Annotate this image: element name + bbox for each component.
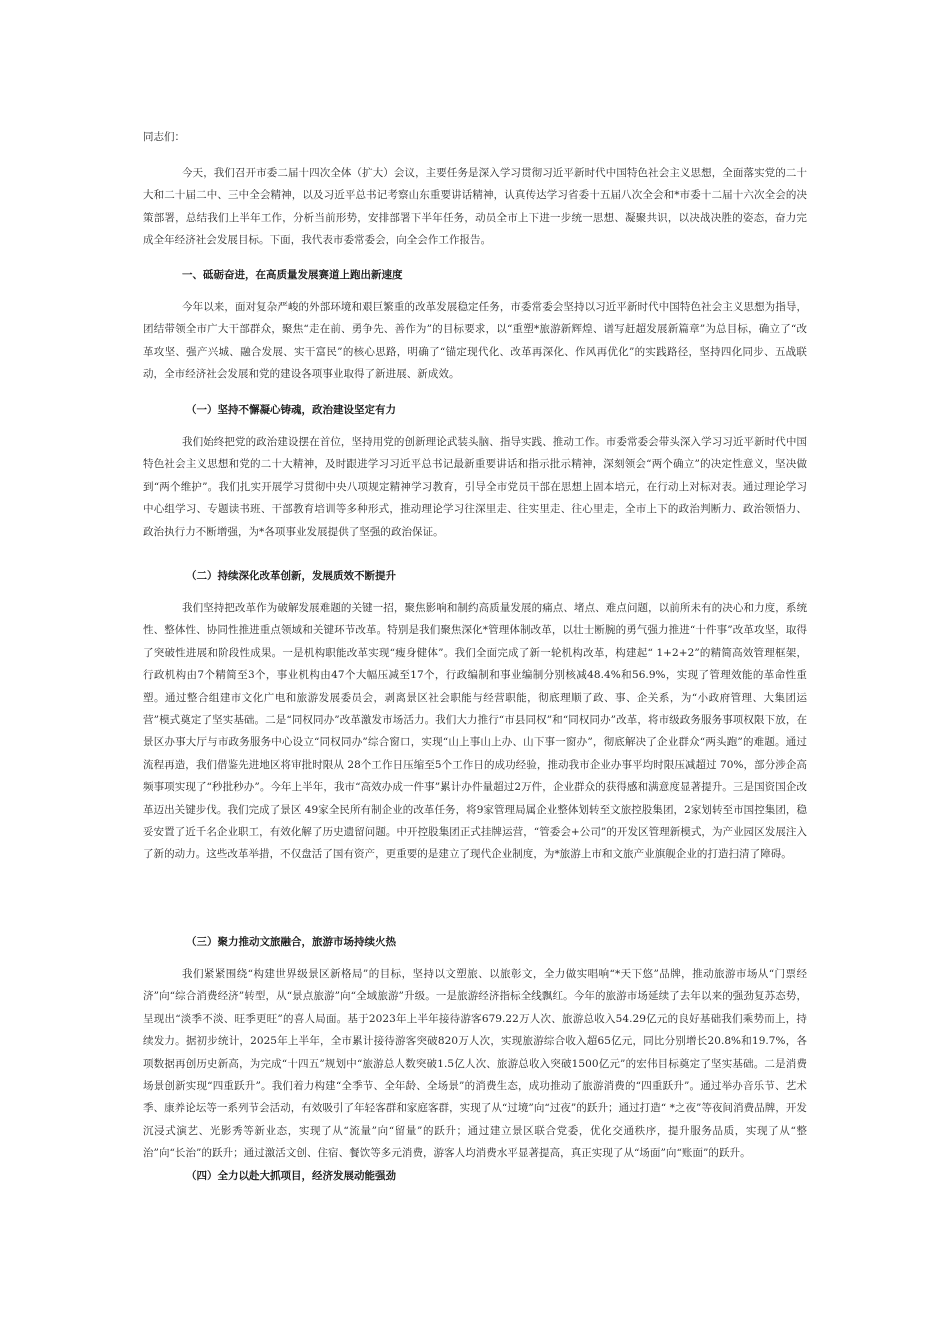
subsection-heading-3: （三）聚力推动文旅融合，旅游市场持续火热 [186, 936, 396, 948]
subsection-1-paragraph: 我们始终把党的政治建设摆在首位，坚持用党的创新理论武装头脑、指导实践、推动工作。市委常委会带头深入学习习近平新时代中国特色社会主义思想和党的二十大精神，及时跟进学习习近平总书记最新重要讲话和指示批示精神，深刻领会“两个确立”的决定性意义，坚决做到“两个维护”。我们扎实开展学习贯彻中央八项规定精神学习教育，引导全市党员干部在思想上固本培元，在行动上对标对表。通过理论学习中心组学习、专题读书班、干部教育培训等多种形式，推动理论学习往深里走、往实里走、往心里走，全市上下的政治判断力、政治领悟力、政治执行力不断增强，为*各项事业发展提供了坚强的政治保证。 [143, 436, 807, 538]
subsection-3-paragraph: 我们紧紧围绕“构建世界级景区新格局”的目标，坚持以文塑旅、以旅彰文，全力做实唱响“*天下悠”品牌，推动旅游市场从“门票经济”向“综合消费经济”转型，从“景点旅游”向“全域旅游”升级。一是旅游经济指标全线飘红。今年的旅游市场延续了去年以来的强劲复苏态势，呈现出“淡季不淡、旺季更旺”的喜人局面。基于2023年上半年接待游客679.22万人次、旅游总收入54.29亿元的良好基础我们乘势而上，持续发力。据初步统计，2025年上半年，全市累计接待游客突破820万人次，实现旅游综合收入超65亿元，同比分别增长20.8%和19.7%，各项数据再创历史新高，为完成“十四五”规划中“旅游总人数突破1.5亿人次、旅游总收入突破1500亿元”的宏伟目标奠定了坚实基础。二是消费场景创新实现“四重跃升”。我们着力构建“全季节、全年龄、全场景”的消费生态，成功推动了旅游消费的“四重跃升”。通过举办音乐节、艺术季、康养论坛等一系列节会活动，有效吸引了年轻客群和家庭客群，实现了从“过境”向“过夜”的跃升；通过打造“ *之夜”等夜间消费品牌，开发沉浸式演艺、光影秀等新业态，实现了从“流量”向“留量”的跃升；通过建立景区联合党委，优化交通秩序，提升服务品质，实现了从“整治”向“长治”的跃升；通过激活文创、住宿、餐饮等多元消费，游客人均消费水平显著提高，真正实现了从“场面”向“账面”的跃升。 [143, 968, 807, 1160]
salutation: 同志们： [143, 131, 185, 143]
intro-paragraph: 今天，我们召开市委二届十四次全体（扩大）会议，主要任务是深入学习贯彻习近平新时代中国特色社会主义思想，全面落实党的二十大和二十届二中、三中全会精神，以及习近平总书记考察山东重要讲话精神，认真传达学习省委十五届八次全会和*市委十二届十六次全会的决策部署，总结我们上半年工作，分析当前形势，安排部署下半年任务，动员全市上下进一步统一思想、凝聚共识，以决战决胜的姿态，奋力完成全年经济社会发展目标。下面，我代表市委常委会，向全会作工作报告。 [143, 167, 807, 247]
subsection-2-paragraph: 我们坚持把改革作为破解发展难题的关键一招，聚焦影响和制约高质量发展的痛点、堵点、难点问题，以前所未有的决心和力度，系统性、整体性、协同性推进重点领域和关键环节改革。特别是我们聚焦深化*管理体制改革，以壮士断腕的勇气强力推进“十件事”改革攻坚，取得了突破性进展和阶段性成果。一是机构职能改革实现“瘦身健体”。我们全面完成了新一轮机构改革，构建起“ 1+2+2”的精简高效管理框架，行政机构由7个精简至3个，事业机构由47个大幅压减至17个，行政编制和事业编制分别核减48.4%和56.9%，实现了管理效能的革命性重塑。通过整合组建市文化广电和旅游发展委员会，剥离景区社会职能与经营职能，彻底理顺了政、事、企关系，为“小政府管理、大集团运营”模式奠定了坚实基础。二是“同权同办”改革激发市场活力。我们大力推行“市县同权”和“同权同办”改革，将市级政务服务事项权限下放，在景区办事大厅与市政务服务中心设立“同权同办”综合窗口，实现“山上事山上办、山下事一窗办”，彻底解决了企业群众“两头跑”的难题。通过流程再造，我们借鉴先进地区将审批时限从 28个工作日压缩至5个工作日的成功经验，推动我市企业办事平均时限压减超过 70%，部分涉企高频事项实现了“秒批秒办”。今年上半年，我市“高效办成一件事”累计办件量超过2万件，企业群众的获得感和满意度显著提升。三是国资国企改革迈出关键步伐。我们完成了景区 49家全民所有制企业的改革任务，将9家管理局属企业整体划转至文旅控股集团，2家划转至市国控集团，稳妥安置了近千名企业职工，有效化解了历史遗留问题。中开控股集团正式挂牌运营，“管委会+公司”的开发区管理新模式，为产业园区发展注入了新的动力。这些改革举措，不仅盘活了国有资产，更重要的是建立了现代企业制度，为*旅游上市和文旅产业旗舰企业的打造扫清了障碍。 [143, 602, 807, 861]
section-1-paragraph: 今年以来，面对复杂严峻的外部环境和艰巨繁重的改革发展稳定任务，市委常委会坚持以习近平新时代中国特色社会主义思想为指导，团结带领全市广大干部群众，聚焦“走在前、勇争先、善作为”的目标要求，以“重塑*旅游新辉煌、谱写赶超发展新篇章”为总目标，确立了“改革攻坚、强产兴城、融合发展、实干富民”的核心思路，明确了“锚定现代化、改革再深化、作风再优化”的实践路径，坚持四化同步、五战联动，全市经济社会发展和党的建设各项事业取得了新进展、新成效。 [143, 301, 807, 381]
subsection-heading-4: （四）全力以赴大抓项目，经济发展动能强劲 [186, 1170, 396, 1182]
subsection-heading-2: （二）持续深化改革创新，发展质效不断提升 [186, 570, 396, 582]
subsection-heading-1: （一）坚持不懈凝心铸魂，政治建设坚定有力 [186, 404, 396, 416]
section-heading-1: 一、砥砺奋进，在高质量发展赛道上跑出新速度 [182, 269, 403, 281]
